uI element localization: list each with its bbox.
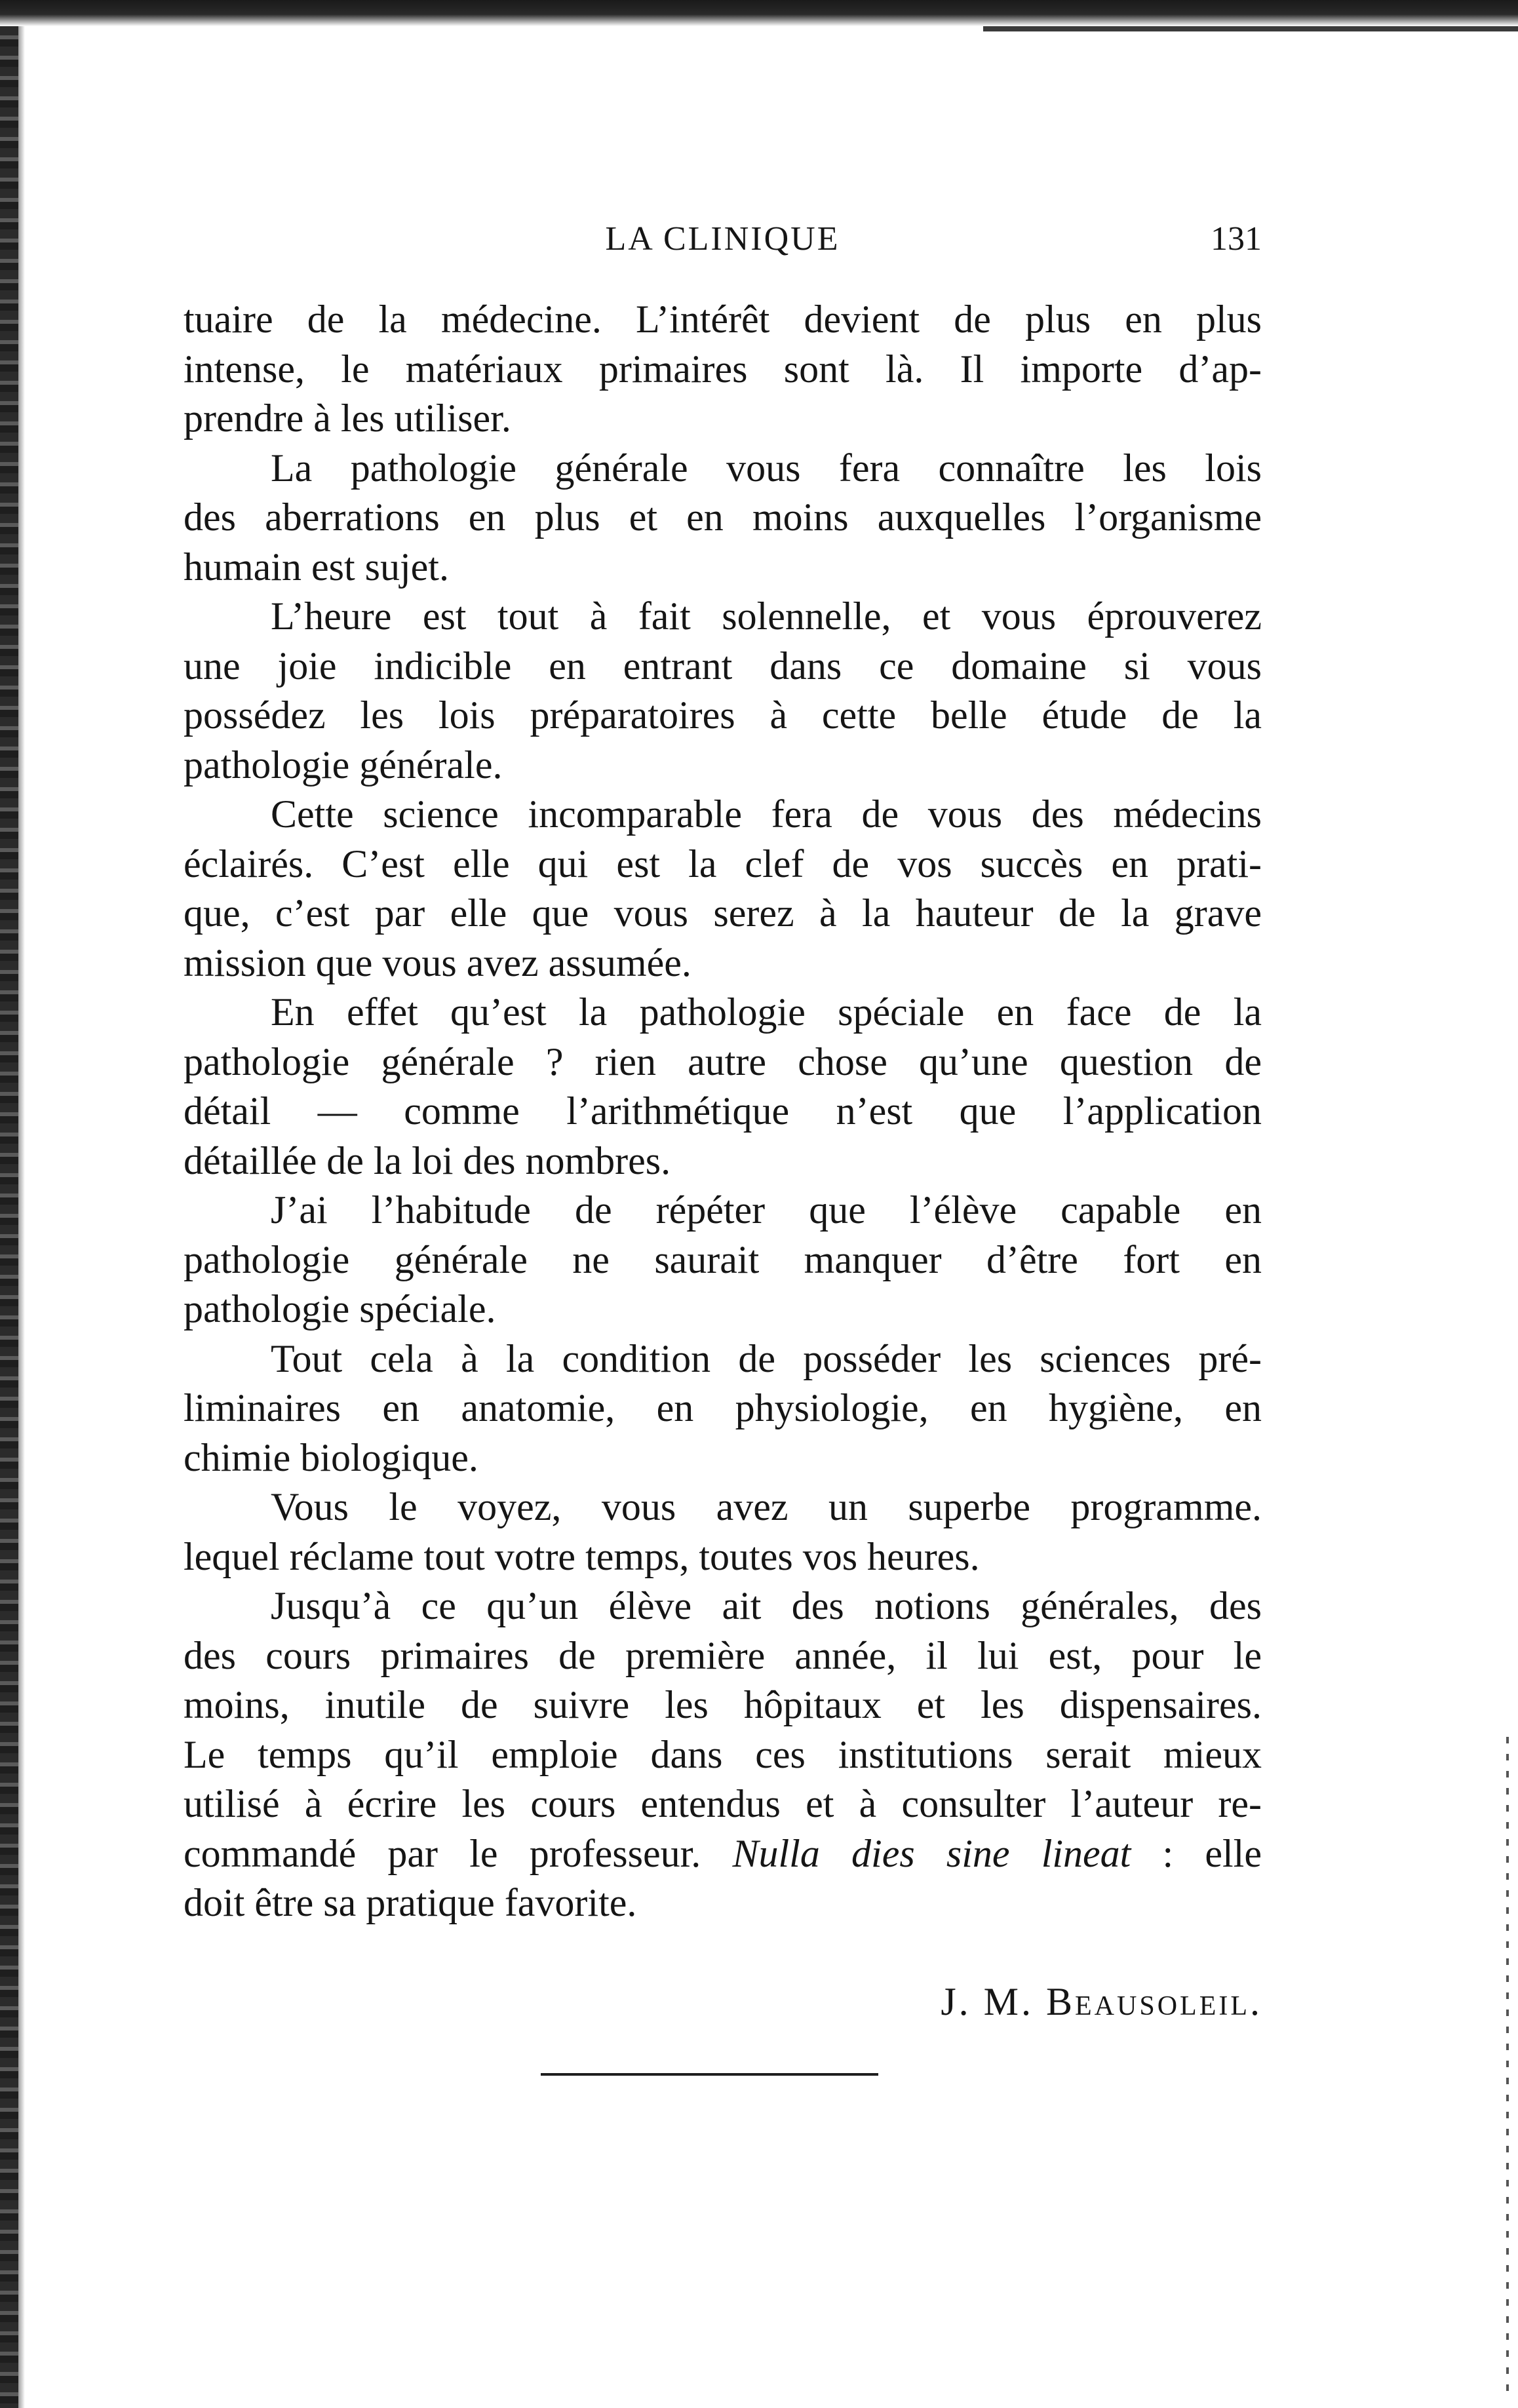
text-line: des aberrations en plus et en moins auxquelles l’organisme: [184, 495, 1262, 539]
text-line: doit être sa pratique favorite.: [184, 1881, 637, 1924]
text-line: lequel réclame tout votre temps, toutes vos heures.: [184, 1534, 980, 1578]
running-title: LA CLINIQUE: [605, 220, 840, 258]
text-line: détaillée de la loi des nombres.: [184, 1138, 671, 1182]
author-signature: J. M. Beausoleil.: [941, 1980, 1262, 2023]
text-line: détail — comme l’arithmétique n’est que l’application: [184, 1089, 1262, 1133]
text-line: éclairés. C’est elle qui est la clef de vos succès en prati-: [184, 842, 1262, 885]
text-line: J’ai l’habitude de répéter que l’élève capable en: [271, 1188, 1262, 1232]
text-line: intense, le matériaux primaires sont là. Il importe d’ap-: [184, 347, 1262, 391]
text-line: pathologie générale ne saurait manquer d’être fort en: [184, 1237, 1262, 1281]
page-number: 131: [1211, 220, 1262, 258]
text-line: Jusqu’à ce qu’un élève ait des notions générales, des: [271, 1584, 1262, 1627]
text-line: des cours primaires de première année, il lui est, pour le: [184, 1633, 1262, 1677]
page-body: [184, 295, 1262, 1928]
text-line: humain est sujet.: [184, 545, 449, 589]
text-line: moins, inutile de suivre les hôpitaux et les dispensaires.: [184, 1683, 1262, 1726]
text-line: pathologie spéciale.: [184, 1287, 496, 1330]
text-line: Vous le voyez, vous avez un superbe programme.: [271, 1485, 1262, 1528]
scan-left-edge: [0, 26, 18, 2408]
text-line: pathologie générale ? rien autre chose qu’une question de: [184, 1039, 1262, 1083]
scan-top-rule: [983, 26, 1518, 31]
running-head: [184, 220, 1262, 272]
scan-right-edge: [1506, 1737, 1509, 2392]
text-line: En effet qu’est la pathologie spéciale en face de la: [271, 990, 1262, 1034]
paragraph: [184, 1582, 1262, 1928]
text-line: mission que vous avez assumée.: [184, 941, 691, 984]
scan-top-edge: [0, 0, 1518, 26]
text-line: Le temps qu’il emploie dans ces institutions serait mieux: [184, 1732, 1262, 1776]
text-line: que, c’est par elle que vous serez à la hauteur de la grave: [184, 891, 1262, 935]
paragraph: [184, 592, 1262, 790]
text-line: Cette science incomparable fera de vous des médecins: [271, 792, 1262, 836]
paragraph: [184, 1483, 1262, 1582]
text-line: possédez les lois préparatoires à cette belle étude de la: [184, 693, 1262, 737]
text-line: prendre à les utiliser.: [184, 397, 511, 440]
paragraph: [184, 295, 1262, 444]
closing-rule: [541, 2073, 878, 2076]
text-line: Tout cela à la condition de posséder les sciences pré-: [271, 1336, 1262, 1380]
line-text: : elle: [1131, 1831, 1262, 1875]
latin-motto: Nulla dies sine lineat: [732, 1831, 1131, 1875]
paragraph: [184, 1186, 1262, 1334]
paragraph: [184, 790, 1262, 988]
text-line: tuaire de la médecine. L’intérêt devient de plus en plus: [184, 298, 1262, 341]
text-line: La pathologie générale vous fera connaître les lois: [271, 446, 1262, 490]
text-line: utilisé à écrire les cours entendus et à consulter l’auteur re-: [184, 1782, 1262, 1825]
text-line: chimie biologique.: [184, 1435, 478, 1479]
paragraph: [184, 1334, 1262, 1483]
text-line: une joie indicible en entrant dans ce domaine si vous: [184, 644, 1262, 688]
text-line: [184, 1829, 1262, 1879]
text-line: pathologie générale.: [184, 743, 503, 786]
paragraph: [184, 444, 1262, 592]
line-text: commandé par le professeur.: [184, 1831, 701, 1875]
scan-left-shadow: [18, 26, 25, 2408]
text-line: L’heure est tout à fait solennelle, et vous éprouverez: [271, 594, 1262, 638]
paragraph: [184, 988, 1262, 1186]
text-line: liminaires en anatomie, en physiologie, en hygiène, en: [184, 1386, 1262, 1429]
